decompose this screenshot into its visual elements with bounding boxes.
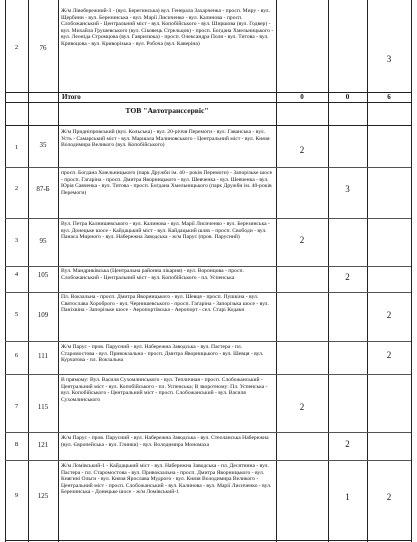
row-index: 2 [14,185,19,192]
row-index: 7 [14,403,19,410]
route-description: Вул. Мандриківська (Центральна районна лікарня) - вул. Воронцова - просп. Слобожанський - Центральний міст - вул. Копобійського - пл. Успенська [61,268,244,281]
route-description: Ж/м Лівобережний-3 - (вул. Берегинська) вул. Генерала Захарченка - просп. Миру - вул. Щербини - вул. Березинська - вул. Марії Лисиченко - вул. Калинова - просп. Слобожанський - Центральний міст - вул. Копобійського - вул. Ширшова (вул. Годвер) - вул. Михайла Грушевського (вул. Сіковець Стрельцов) - просп. Богдана Хмельницького - вул. Леоніда Стромцова (вул. Гаврилюка) - просп. Олександра Поля - вул. Титова - вул. Кривоцова - вул. Криворізька - вул. Робоча (вул. Каверіна) [61,8,274,47]
route-number: 109 [37,311,49,319]
route-description: просп. Богдана Хмельницького (парк Дружби ім. 40 - років Перемоги) - Запорізьке шосе - просп. Гагаріна - просп. Дмитра Яворницького - вул. Шевченка - вул. Шевченка - вул. Юрія Савченка - вул. Титова - просп. Богдана Хмельницького (парк Дружби ім. 40-років Перемоги) [61,170,273,196]
row-index: 9 [14,492,19,499]
total-col2: 0 [345,93,350,101]
row-divider [5,460,411,461]
route-description: Ж/м Парус - пров. Парусний - вул. Набережна Заводська - вул. Стеоланська Набережна (вул. Європейська - вул. Глинки) - вул. Володимира Мономаха [61,435,269,448]
count-col2: 2 [345,439,350,449]
row-index: 5 [14,311,19,318]
route-description: Пл. Вокзальна - просп. Дмитра Яворницького - вул. Шевця - просп. Пушкіна - вул. Святослава Хороброго - вул. Чернишевського - просп. Гагаріна - Запорізька шосе - вул. Паніхвіна - Запорізьке шосе - Аеропортівська - Аеропорт - сел. Старі Кодаки [61,294,269,314]
route-description: Вул. Петра Калнишевського - вул. Калинова - вул. Марії Лисиченко - вул. Березинська - вул. Донецьке шосе - Кайдацький міст - вул. Кайдацький шлях - просп. Свободи - вул. Панаса Мирного - вул. Набережна Заводська - ж/м Парус (пров. Парусний) [61,221,270,241]
route-description: Ж/м Придніпровський (вул. Кольська) - вул. 20-річчя Перемоги - вул. Гаванська - вул. Усть - Самарський міст - вул. Маршала Малиновського - Центральний міст - вул. Князя Володимира Великого (вул. Копобійського) [61,129,270,149]
count-col2: 3 [345,184,350,194]
row-divider [5,292,411,293]
count-col3: 2 [386,310,392,320]
route-number: 121 [37,441,49,449]
route-description: Ж/м Парус - пров. Парусний - вул. Набережна Заводська - вул. Пастера - пл. Старомостова - вул. Привокзальна - просп. Дмитра Яворницького - вул. Шевця - вул. Курчатова - пл. Вокзальна [61,344,264,364]
row-index: 2 [14,44,19,51]
count-col2: 1 [345,492,350,502]
row-divider [5,341,411,342]
count-col3: 2 [386,492,392,502]
row-divider [5,167,411,168]
row-index: 8 [14,441,19,448]
count-col2: 2 [345,272,350,282]
row-divider [5,266,411,267]
route-number: 105 [37,271,49,279]
company-heading: ТОВ "Автотранссервіс" [125,106,209,115]
count-col3: 2 [386,350,392,360]
route-number: 76 [39,44,47,52]
row-divider [5,432,411,433]
total-label: Итого [62,93,81,101]
row-divider [5,374,411,375]
col-line [411,0,412,542]
row-index: 4 [14,271,19,278]
count-col1: 2 [299,402,305,412]
route-number: 111 [38,352,48,360]
row-divider [5,540,411,541]
route-number: 115 [37,403,49,411]
total-col1: 0 [300,93,304,101]
count-col1: 2 [299,235,305,245]
count-col1: 2 [299,145,305,155]
route-description: Ж/м Ломівський-1 - Кайдацький міст - вул. Набережна Заводська - пл. Десятинна - вул. Пастера - пл. Старомостова - вул. Привокзальна - просп. Дмитра Яворницького - вул. Княгині Ольги - вул. Князя Ярослава Мудрого - вул. Князя Володимира Великого - Центральний міст - просп. Слобожанський - вул. Калинова - вул. Марії Лисиченко - вул. Березинська - Донецьке шосе - ж/м Ломівський-1 [61,463,272,496]
count-col3: 3 [386,54,392,64]
row-index: 1 [14,144,19,151]
row-divider [5,125,411,126]
row-divider [5,218,411,219]
route-number: 125 [37,492,49,500]
route-number: 35 [39,141,47,149]
route-number: 87-Б [36,185,50,193]
route-number: 95 [39,237,47,245]
total-col3: 6 [387,93,391,101]
route-description: В прямому: Вул. Василя Сухомлинського - вул. Тепличная - просп. Слобожанський - Центральний міст - вул. Копобійського - пл. Успенська; В зворотному: Пл. Успенська - вул. Копобійського - Центральний міст - просп. Слобожанський - вул. Василя Сухомлинського [61,377,268,403]
row-index: 6 [14,352,19,359]
row-index: 3 [14,237,19,244]
row-divider [5,102,411,103]
